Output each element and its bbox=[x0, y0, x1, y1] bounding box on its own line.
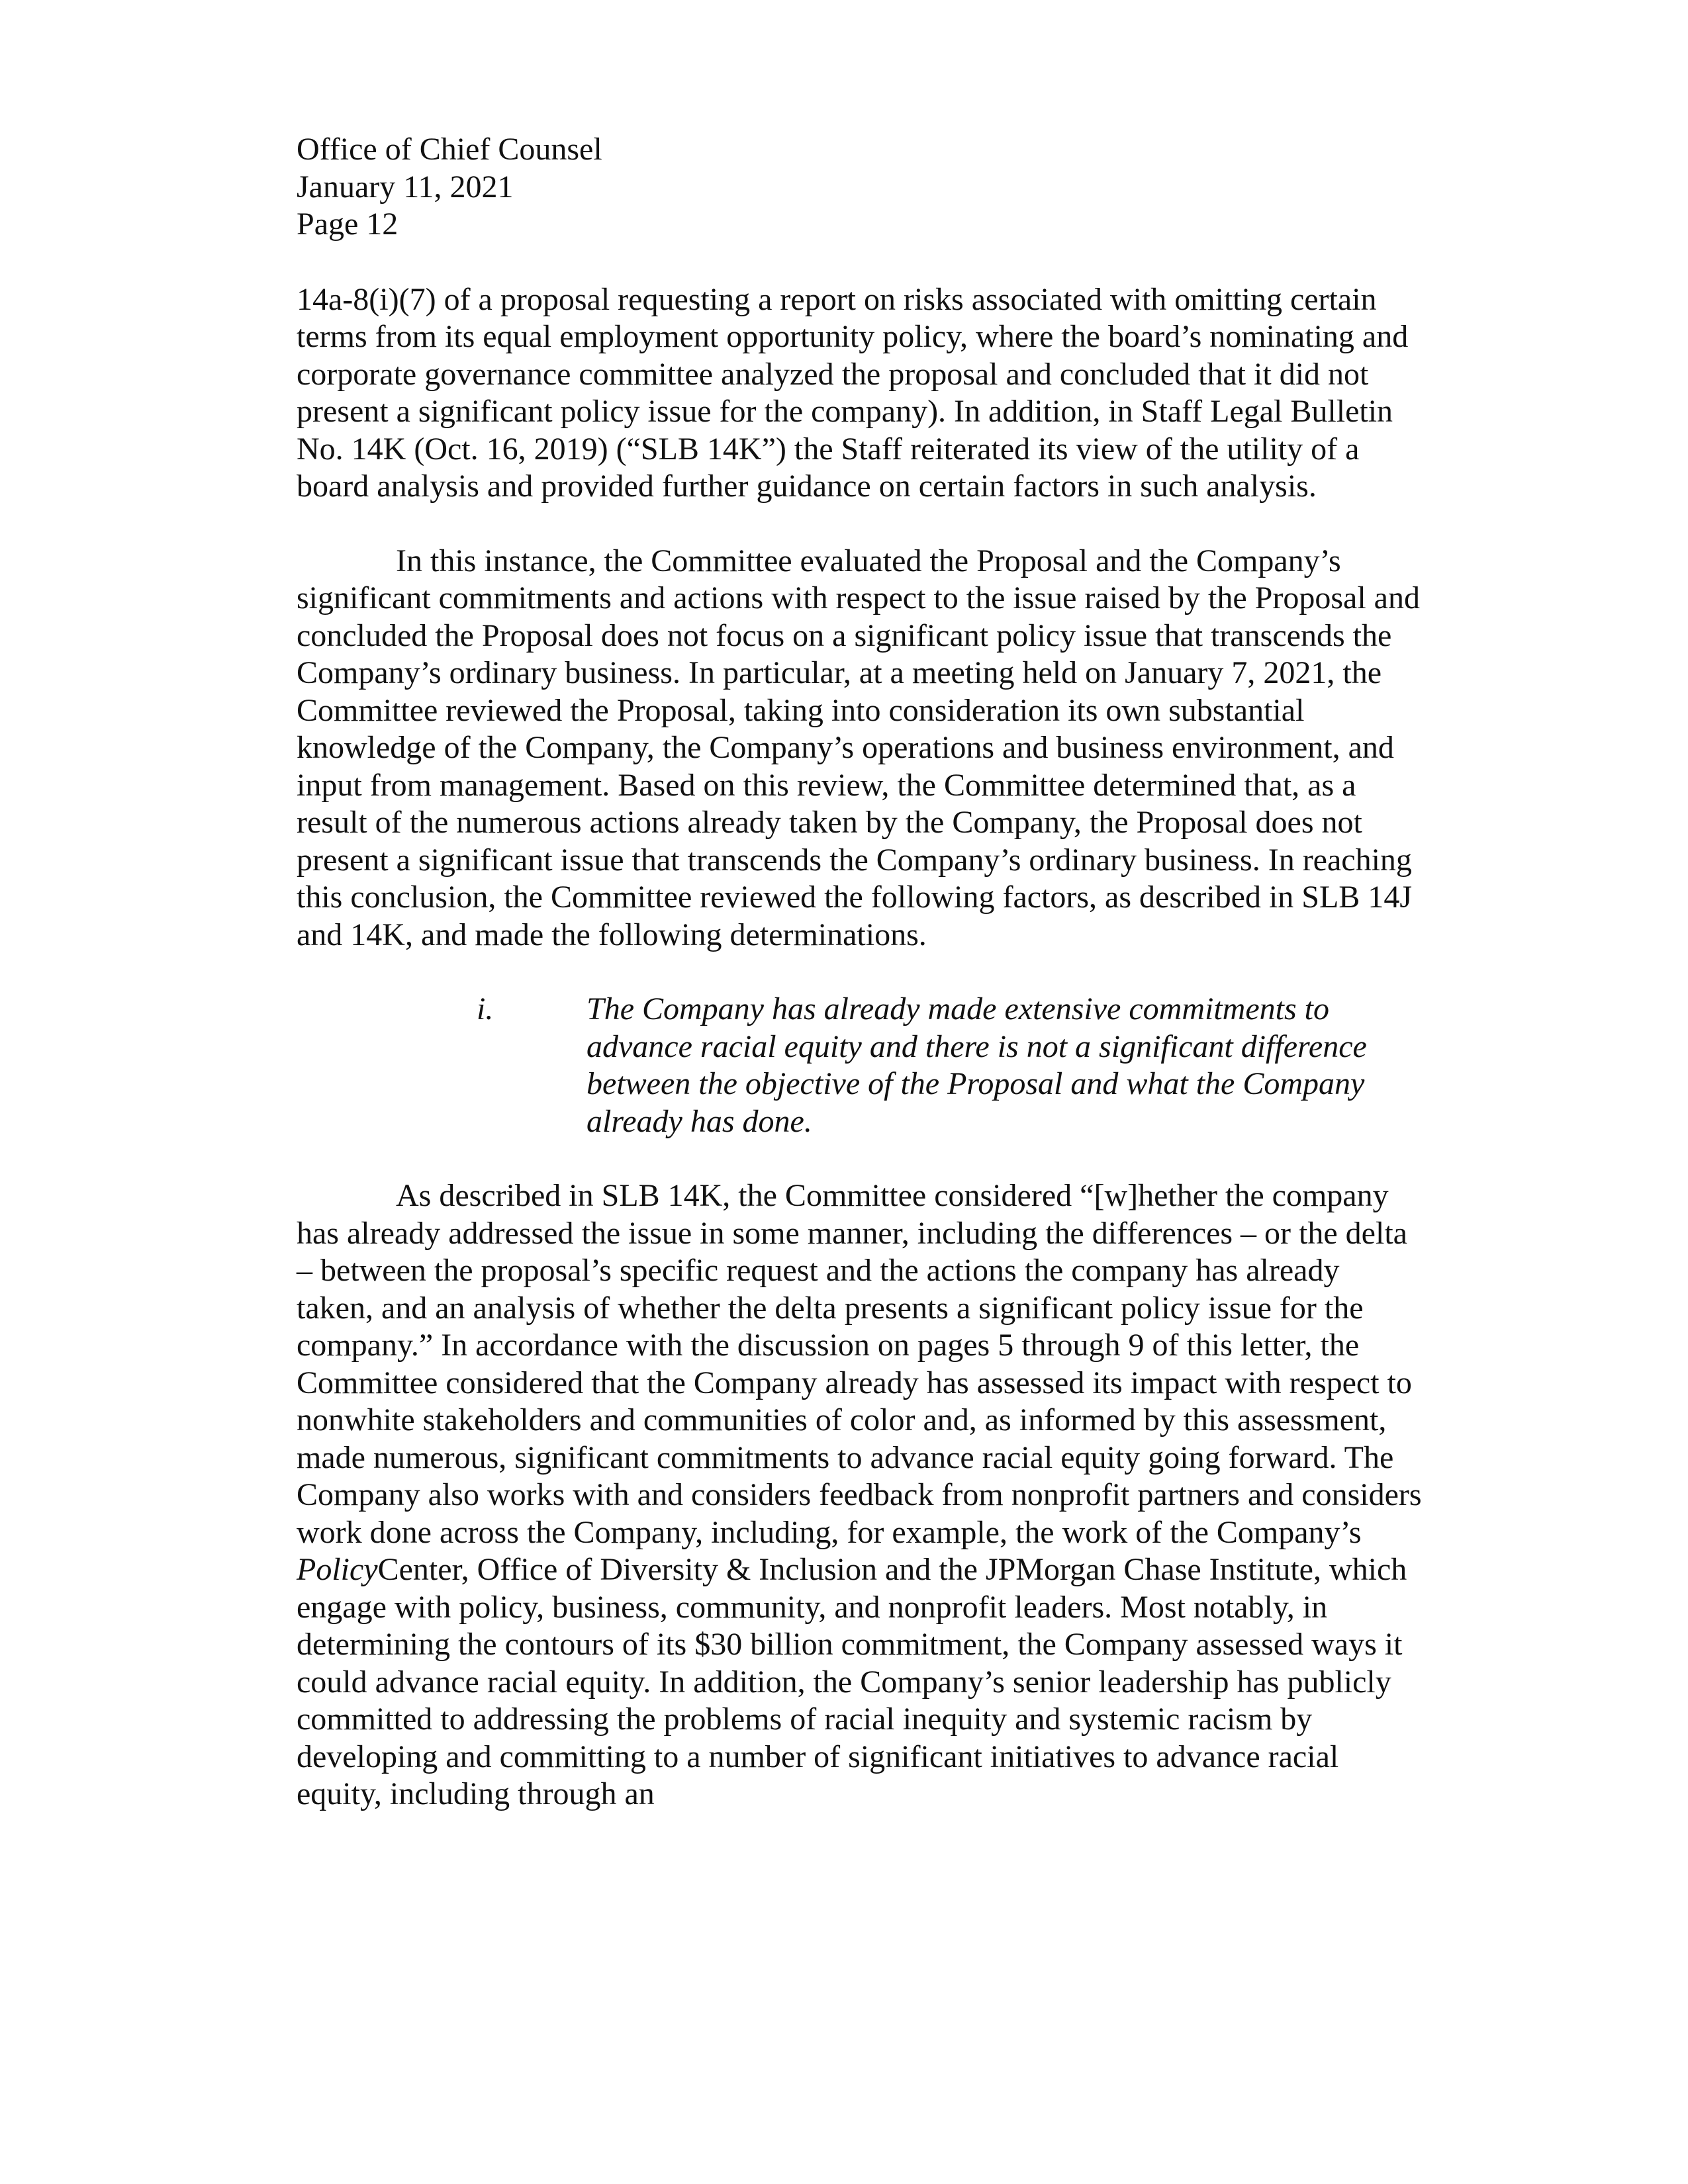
header-page-number: Page 12 bbox=[297, 206, 399, 242]
letter-page bbox=[297, 131, 1422, 1813]
paragraph-slb-analysis bbox=[297, 1177, 1422, 1813]
header-date: January 11, 2021 bbox=[297, 169, 514, 205]
paragraph-continuation: 14a-8(i)(7) of a proposal requesting a report on risks associated with omitting certain terms from its equal employment opportunity policy, where the board’s nominating and corporate governance committee analyzed the proposal and concluded that it did not present a significant policy issue for the company). In addition, in Staff Legal Bulletin No. 14K (Oct. 16, 2019) (“SLB 14K”) the Staff reiterated its view of the utility of a board analysis and provided further guidance on certain factors in such analysis. bbox=[297, 281, 1409, 504]
paragraph-slb-text-after: Center, Office of Diversity & Inclusion and the JPMorgan Chase Institute, which engage with policy, business, community, and nonprofit leaders. Most notably, in determining the contours of its $30 billion commitment, the Company assessed ways it could advance racial equity. In addition, the Company’s senior leadership has publicly committed to addressing the problems of racial inequity and systemic racism by developing and committing to a number of significant initiatives to advance racial equity, including through an bbox=[297, 1552, 1407, 1811]
section-heading bbox=[477, 991, 1422, 1140]
section-heading-text: The Company has already made extensive commitments to advance racial equity and there is not a significant difference between the objective of the Proposal and what the Company already has done. bbox=[586, 991, 1367, 1139]
header-office: Office of Chief Counsel bbox=[297, 132, 602, 167]
section-heading-number: i. bbox=[477, 991, 494, 1026]
paragraph-slb-text-before: As described in SLB 14K, the Committee considered “[w]hether the company has already addressed the issue in some manner, including the differences – or the delta – between the proposal’s specific request and the actions the company has already taken, and an analysis of whether the delta presents a significant policy issue for the company.” In accordance with the discussion on pages 5 through 9 of this letter, the Committee considered that the Company already has assessed its impact with respect to nonwhite stakeholders and communities of color and, as informed by this assessment, made numerous, significant commitments to advance racial equity going forward. The Company also works with and considers feedback from nonprofit partners and considers work done across the Company, including, for example, the work of the Company’s bbox=[297, 1178, 1422, 1550]
paragraph-committee-evaluation: In this instance, the Committee evaluated the Proposal and the Company’s significant commitments and actions with respect to the issue raised by the Proposal and concluded the Proposal does not focus on a significant policy issue that transcends the Company’s ordinary business. In particular, at a meeting held on January 7, 2021, the Committee reviewed the Proposal, taking into consideration its own substantial knowledge of the Company, the Company’s operations and business environment, and input from management. Based on this review, the Committee determined that, as a result of the numerous actions already taken by the Company, the Proposal does not present a significant issue that transcends the Company’s ordinary business. In reaching this conclusion, the Committee reviewed the following factors, as described in SLB 14J and 14K, and made the following determinations. bbox=[297, 543, 1420, 952]
policy-italic-text: Policy bbox=[297, 1552, 378, 1587]
